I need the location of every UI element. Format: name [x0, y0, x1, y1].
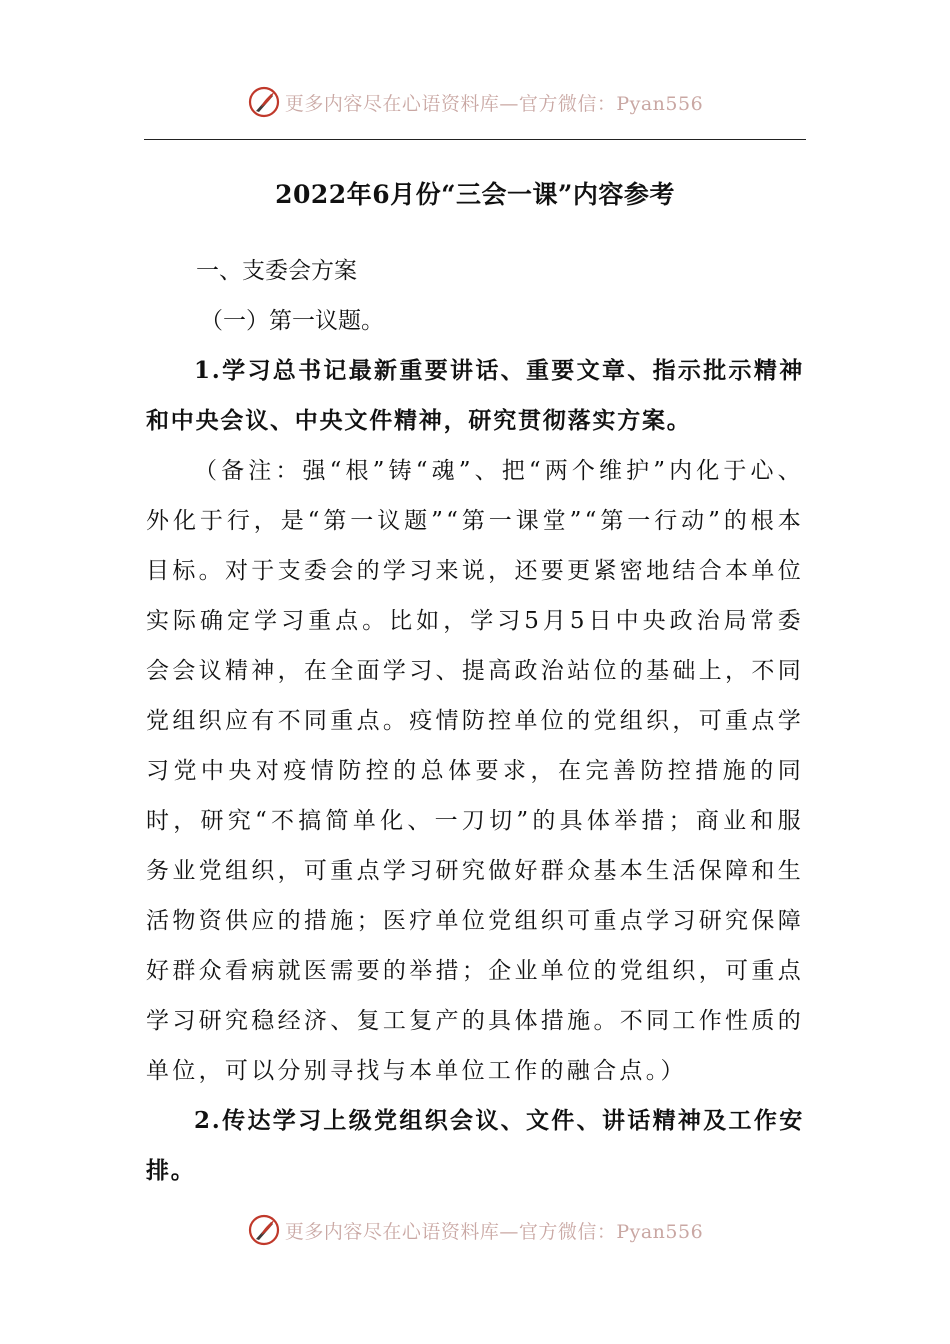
header-banner-text: 更多内容尽在心语资料库—官方微信：Pyan556 [284, 92, 704, 115]
header-divider [144, 139, 806, 140]
document-body [146, 246, 804, 1196]
quill-logo-icon [247, 85, 281, 119]
note-paragraph: （备注：强“根”铸“魂”、把“两个维护”内化于心、外化于行，是“第一议题”“第一课堂”“第一行动”的根本目标。对于支委会的学习来说，还要更紧密地结合本单位实际确定学习重点。比如，学习5月5日中央政治局常委会会议精神，在全面学习、提高政治站位的基础上，不同党组织应有不同重点。疫情防控单位的党组织，可重点学习党中央对疫情防控的总体要求，在完善防控措施的同时，研究“不搞简单化、一刀切”的具体举措；商业和服务业党组织，可重点学习研究做好群众基本生活保障和生活物资供应的措施；医疗单位党组织可重点学习研究保障好群众看病就医需要的举措；企业单位的党组织，可重点学习研究稳经济、复工复产的具体措施。不同工作性质的单位，可以分别寻找与本单位工作的融合点。） [146, 458, 804, 1084]
quill-logo-icon [247, 1213, 281, 1247]
footer-banner-text: 更多内容尽在心语资料库—官方微信：Pyan556 [284, 1220, 704, 1243]
document-title: 2022年6月份“三会一课”内容参考 [275, 180, 675, 209]
item-2: 2.传达学习上级党组织会议、文件、讲话精神及工作安排。 [146, 1107, 804, 1184]
header-banner [0, 82, 950, 122]
item-1: 1.学习总书记最新重要讲话、重要文章、指示批示精神和中央会议、中央文件精神，研究贯彻落实方案。 [146, 357, 804, 434]
section-heading: 一、支委会方案 [196, 258, 357, 284]
subsection-heading: （一）第一议题。 [200, 308, 384, 334]
footer-banner [0, 1210, 950, 1250]
